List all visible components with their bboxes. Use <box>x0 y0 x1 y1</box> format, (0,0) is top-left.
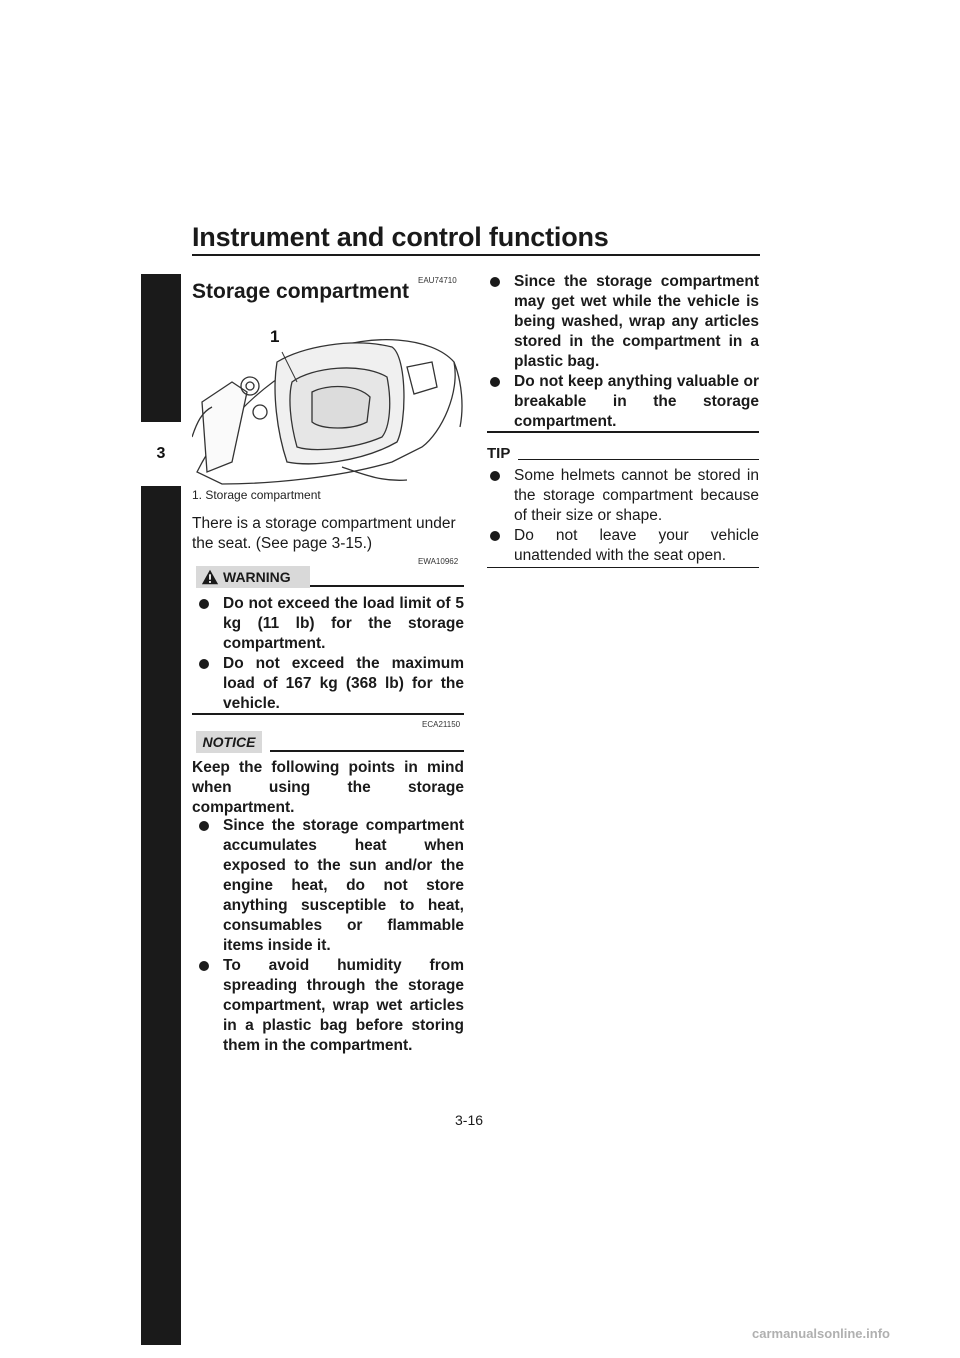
storage-compartment-illustration <box>192 312 464 487</box>
list-item: Some helmets cannot be stored in the storage compartment because of their size or shape. <box>487 466 759 526</box>
list-item: Do not exceed the maximum load of 167 kg (368 lb) for the vehicle. <box>196 654 464 714</box>
notice-label: NOTICE <box>196 731 262 753</box>
notice-intro: Keep the following points in mind when using the storage compartment. <box>192 759 464 816</box>
list-item: Since the storage compartment accumulates heat when exposed to the sun and/or the engine heat, do not store anything susceptible to heat, consumables or flammable items inside it. <box>196 816 464 956</box>
intro-paragraph: There is a storage compartment under the seat. (See page 3-15.) <box>192 515 456 552</box>
notice-list <box>196 816 464 1056</box>
svg-text:1: 1 <box>270 327 280 346</box>
warning-bottom-rule <box>192 713 464 715</box>
tip-bottom-rule <box>487 567 759 568</box>
warning-label: WARNING <box>196 566 310 588</box>
list-item: Do not leave your vehicle unattended with the seat open. <box>487 526 759 566</box>
notice-bottom-rule <box>487 431 759 433</box>
page-number: 3-16 <box>455 1112 484 1128</box>
warning-list <box>196 594 464 714</box>
page-header-title: Instrument and control functions <box>192 222 609 252</box>
warning-triangle-icon <box>201 568 219 586</box>
chapter-number: 3 <box>141 422 181 486</box>
figure-caption: 1. Storage compartment <box>192 488 321 502</box>
watermark: carmanualsonline.info <box>752 1326 890 1341</box>
notice-list-continued <box>487 272 759 432</box>
list-item: To avoid humidity from spreading through the storage compartment, wrap wet articles in a plastic bag before storing them in the compartment. <box>196 956 464 1056</box>
list-item: Do not keep anything valuable or breakable in the storage compartment. <box>487 372 759 432</box>
section-code: EAU74710 <box>418 276 457 285</box>
header-rule <box>192 254 760 256</box>
notice-code: ECA21150 <box>422 720 461 729</box>
list-item: Since the storage compartment may get wet while the vehicle is being washed, wrap any articles stored in the compartment in a plastic bag. <box>487 272 759 372</box>
list-item: Do not exceed the load limit of 5 kg (11 lb) for the storage compartment. <box>196 594 464 654</box>
warning-code: EWA10962 <box>418 557 459 566</box>
tip-label: TIP <box>487 445 511 462</box>
section-title: Storage compartment <box>192 280 410 303</box>
tip-top-rule <box>518 459 759 460</box>
tip-list <box>487 466 759 566</box>
notice-top-rule <box>270 750 464 752</box>
warning-top-rule <box>310 585 464 587</box>
